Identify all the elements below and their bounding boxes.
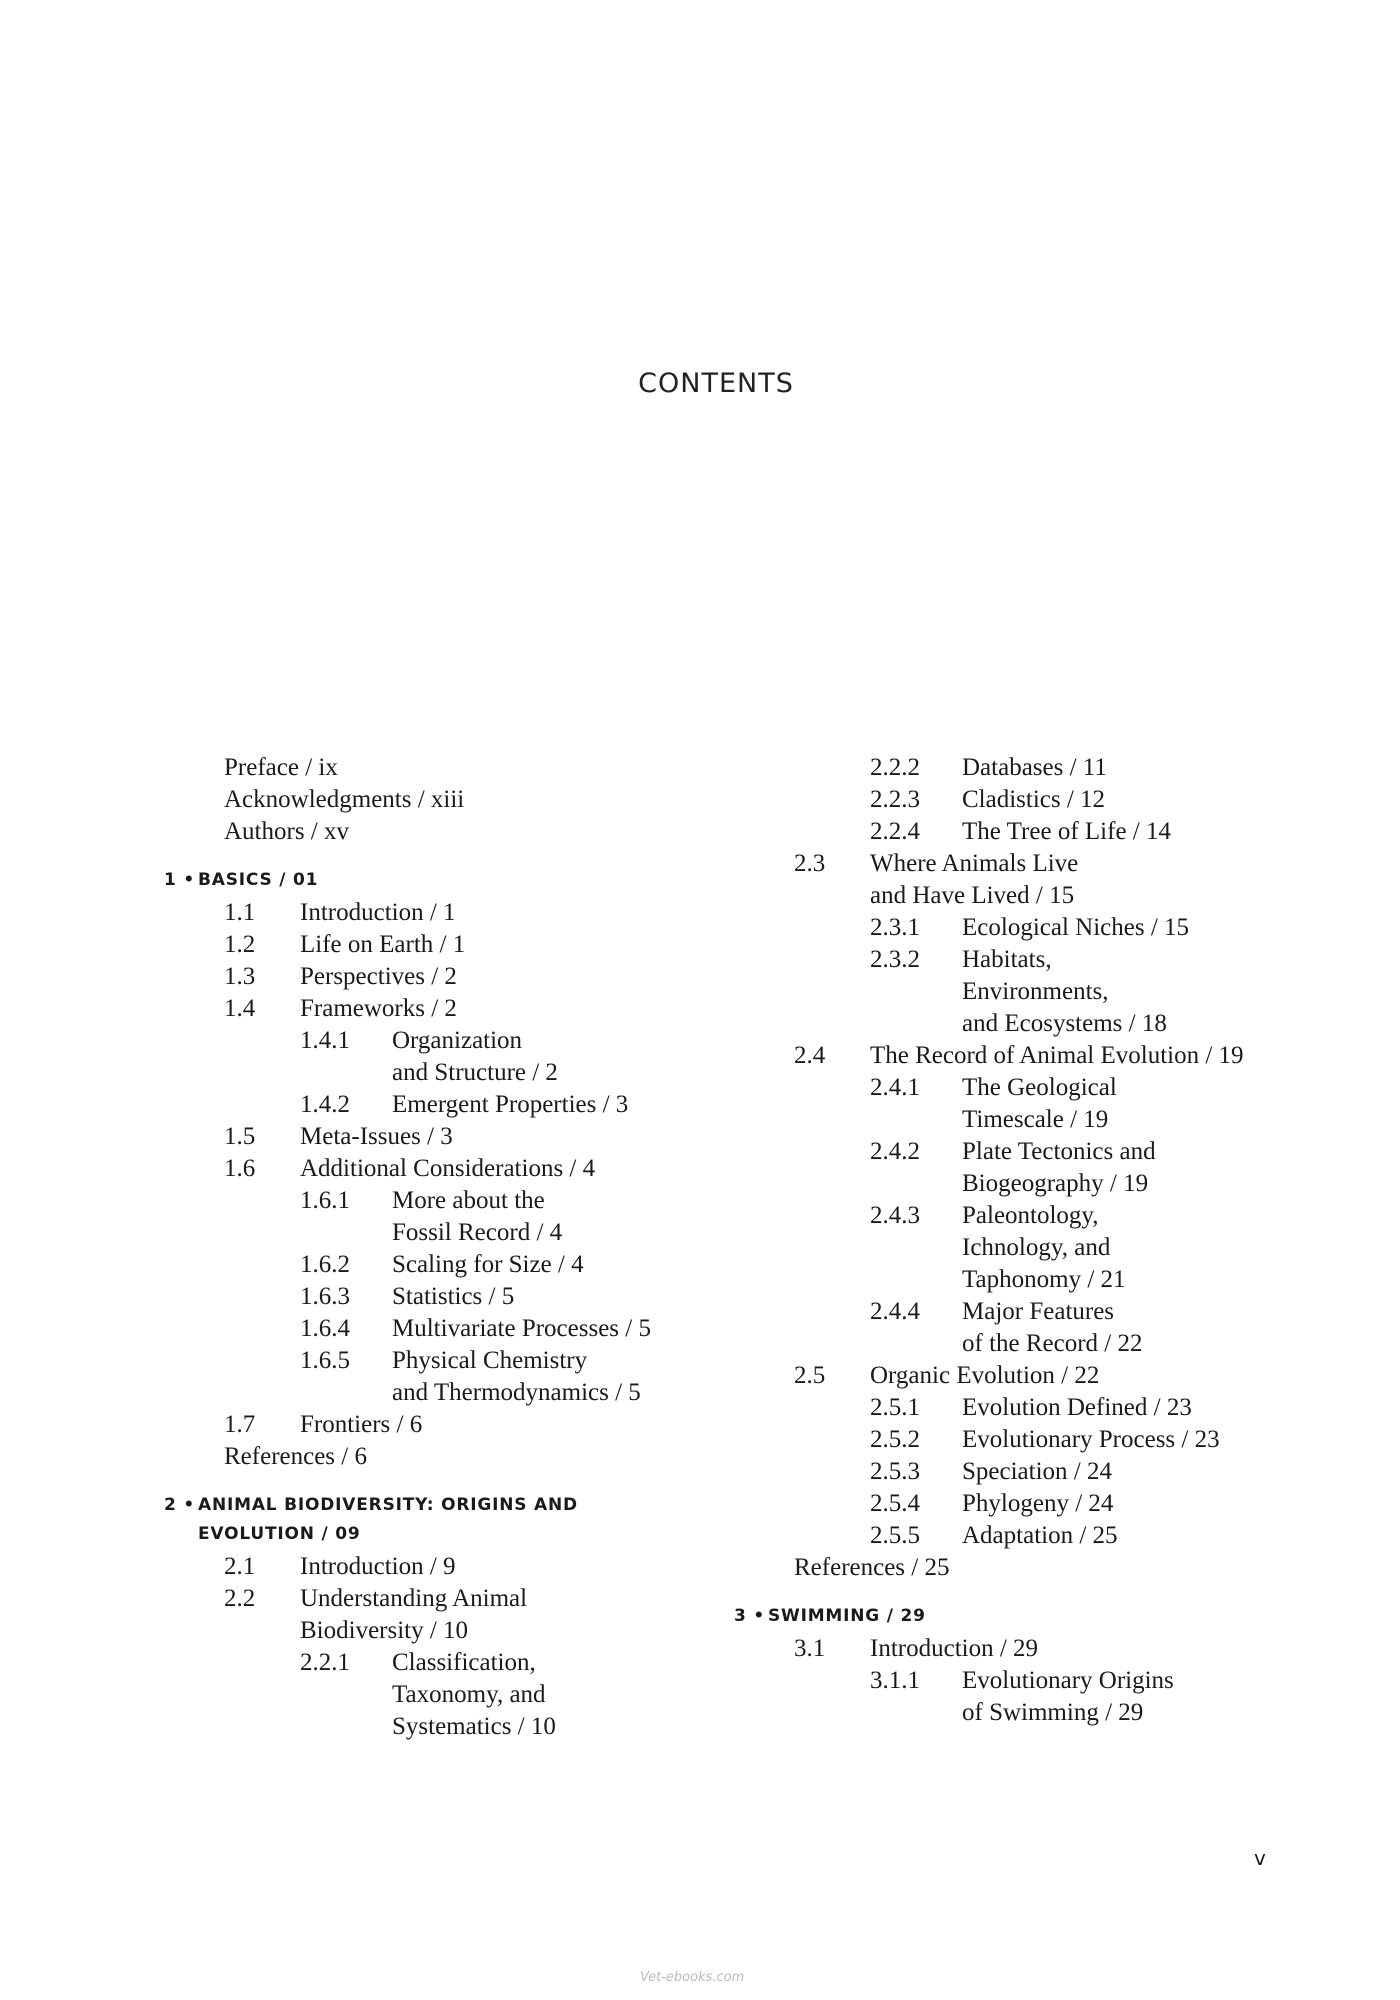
entry-title: Life on Earth / 1 [300,931,466,958]
section-number: 2.1 [224,1553,256,1580]
section-number: 1.3 [224,963,256,990]
entry-title: Ichnology, and [962,1234,1111,1261]
entry-title: of the Record / 22 [962,1330,1143,1357]
entry-title: Cladistics / 12 [962,786,1106,813]
toc-front-matter-entry [150,752,710,784]
entry-title: More about the [392,1187,545,1214]
toc-subsection-entry [720,752,1280,784]
entry-title: Evolutionary Origins [962,1667,1174,1694]
subsection-number: 1.6.1 [300,1187,350,1214]
entry-title: Additional Considerations / 4 [300,1155,596,1182]
entry-title: Meta-Issues / 3 [300,1123,453,1150]
entry-title: Perspectives / 2 [300,963,457,990]
toc-subsection-entry [720,1520,1280,1552]
toc-subsection-entry [720,784,1280,816]
toc-subsection-entry [720,1296,1280,1328]
section-number: 1.5 [224,1123,256,1150]
toc-subsection-entry [720,1392,1280,1424]
toc-section-entry [720,1040,1280,1072]
toc-subsection-entry [720,1200,1280,1232]
entry-title: Taxonomy, and [392,1681,546,1708]
toc-subsection-entry [720,1104,1280,1136]
toc-section-entry [150,897,710,929]
entry-title: Introduction / 9 [300,1553,456,1580]
subsection-number: 2.5.4 [870,1490,920,1517]
toc-section-entry [720,1360,1280,1392]
entry-title: Classification, [392,1649,536,1676]
chapter-number: 1 • [164,870,196,890]
toc-subsection-entry [720,1264,1280,1296]
entry-title: Physical Chemistry [392,1347,588,1374]
toc-subsection-entry [720,1488,1280,1520]
toc-chapter-heading [150,868,710,893]
page-title: CONTENTS [638,368,794,399]
toc-subsection-entry [720,1168,1280,1200]
subsection-number: 2.4.1 [870,1074,920,1101]
subsection-number: 1.6.3 [300,1283,350,1310]
entry-title: Introduction / 1 [300,899,456,926]
subsection-number: 1.4.1 [300,1027,350,1054]
entry-title: Environments, [962,978,1109,1005]
entry-title: Multivariate Processes / 5 [392,1315,651,1342]
subsection-number: 3.1.1 [870,1667,920,1694]
entry-title: Major Features [962,1298,1115,1325]
entry-title: Taphonomy / 21 [962,1266,1126,1293]
toc-front-matter-entry [150,816,710,848]
section-number: 1.4 [224,995,256,1022]
entry-title: Frameworks / 2 [300,995,457,1022]
toc-subsection-entry [150,1281,710,1313]
entry-title: Preface / ix [224,754,338,781]
subsection-number: 2.2.4 [870,818,920,845]
subsection-number: 2.4.2 [870,1138,920,1165]
watermark: Vet-ebooks.com [640,1970,745,1985]
toc-subsection-entry [720,1072,1280,1104]
toc-section-entry [150,1551,710,1583]
entry-title: Databases / 11 [962,754,1107,781]
entry-title: Systematics / 10 [392,1713,556,1740]
section-number: 1.2 [224,931,256,958]
entry-title: References / 25 [794,1554,950,1581]
entry-title: and Ecosystems / 18 [962,1010,1167,1037]
section-number: 1.6 [224,1155,256,1182]
subsection-number: 2.2.3 [870,786,920,813]
entry-title: The Tree of Life / 14 [962,818,1171,845]
toc-subsection-entry [720,816,1280,848]
entry-title: Timescale / 19 [962,1106,1109,1133]
subsection-number: 1.6.5 [300,1347,350,1374]
entry-title: Organic Evolution / 22 [870,1362,1100,1389]
toc-section-entry [150,961,710,993]
subsection-number: 1.6.4 [300,1315,350,1342]
entry-title: Biogeography / 19 [962,1170,1149,1197]
entry-title: Acknowledgments / xiii [224,786,465,813]
entry-title: BASICS / 01 [198,870,319,890]
section-number: 1.7 [224,1411,256,1438]
entry-title: Understanding Animal [300,1585,528,1612]
page-number: v [1254,1846,1266,1870]
subsection-number: 2.3.1 [870,914,920,941]
toc-subsection-entry [720,1424,1280,1456]
toc-subsection-entry [150,1025,710,1057]
toc-chapter-heading [720,1604,1280,1629]
entry-title: and Structure / 2 [392,1059,558,1086]
toc-right-column [720,752,1280,1729]
chapter-number: 2 • [164,1495,196,1515]
toc-subsection-entry [150,1711,710,1743]
toc-section-entry [150,929,710,961]
subsection-number: 2.2.2 [870,754,920,781]
entry-title: Emergent Properties / 3 [392,1091,629,1118]
toc-subsection-entry [720,976,1280,1008]
entry-title: Organization [392,1027,523,1054]
section-number: 2.3 [794,850,826,877]
toc-section-entry [150,1153,710,1185]
entry-title: EVOLUTION / 09 [198,1524,361,1544]
toc-subsection-entry [720,1456,1280,1488]
toc-section-entry [720,880,1280,912]
entry-title: The Record of Animal Evolution / 19 [870,1042,1244,1069]
subsection-number: 2.5.3 [870,1458,920,1485]
toc-subsection-entry [720,1328,1280,1360]
entry-title: Biodiversity / 10 [300,1617,469,1644]
entry-title: Scaling for Size / 4 [392,1251,584,1278]
entry-title: Adaptation / 25 [962,1522,1118,1549]
toc-section-entry [150,1615,710,1647]
section-number: 2.2 [224,1585,256,1612]
entry-title: and Have Lived / 15 [870,882,1075,909]
entry-title: Habitats, [962,946,1052,973]
entry-title: SWIMMING / 29 [768,1606,926,1626]
subsection-number: 2.4.4 [870,1298,920,1325]
subsection-number: 2.3.2 [870,946,920,973]
toc-section-entry [150,1121,710,1153]
entry-title: Introduction / 29 [870,1635,1039,1662]
section-number: 1.1 [224,899,256,926]
toc-subsection-entry [150,1057,710,1089]
entry-title: Plate Tectonics and [962,1138,1156,1165]
toc-subsection-entry [150,1185,710,1217]
toc-subsection-entry [150,1249,710,1281]
entry-title: Ecological Niches / 15 [962,914,1190,941]
entry-title: Fossil Record / 4 [392,1219,563,1246]
toc-subsection-entry [720,944,1280,976]
chapter-number: 3 • [734,1606,766,1626]
entry-title: Paleontology, [962,1202,1099,1229]
entry-title: Frontiers / 6 [300,1411,423,1438]
toc-subsection-entry [150,1089,710,1121]
entry-title: Where Animals Live [870,850,1079,877]
toc-subsection-entry [720,1136,1280,1168]
entry-title: The Geological [962,1074,1117,1101]
toc-section-entry [720,1633,1280,1665]
toc-subsection-entry [150,1679,710,1711]
toc-subsection-entry [150,1313,710,1345]
toc-section-entry [720,848,1280,880]
toc-subsection-entry [150,1217,710,1249]
toc-section-entry [150,1409,710,1441]
toc-subsection-entry [720,912,1280,944]
toc-section-entry [150,993,710,1025]
subsection-number: 2.5.1 [870,1394,920,1421]
entry-title: Speciation / 24 [962,1458,1112,1485]
toc-subsection-entry [150,1647,710,1679]
toc-subsection-entry [150,1345,710,1377]
toc-references-entry [150,1441,710,1473]
subsection-number: 1.4.2 [300,1091,350,1118]
toc-subsection-entry [720,1232,1280,1264]
toc-front-matter-entry [150,784,710,816]
section-number: 2.4 [794,1042,826,1069]
entry-title: References / 6 [224,1443,367,1470]
subsection-number: 1.6.2 [300,1251,350,1278]
toc-section-entry [150,1583,710,1615]
entry-title: Statistics / 5 [392,1283,515,1310]
toc-subsection-entry [720,1665,1280,1697]
subsection-number: 2.5.5 [870,1522,920,1549]
entry-title: Evolutionary Process / 23 [962,1426,1220,1453]
toc-left-column [150,752,710,1743]
entry-title: Phylogeny / 24 [962,1490,1114,1517]
subsection-number: 2.2.1 [300,1649,350,1676]
section-number: 3.1 [794,1635,826,1662]
entry-title: Authors / xv [224,818,349,845]
section-number: 2.5 [794,1362,826,1389]
toc-chapter-heading [150,1522,710,1547]
entry-title: ANIMAL BIODIVERSITY: ORIGINS AND [198,1495,578,1515]
toc-chapter-heading [150,1493,710,1518]
subsection-number: 2.4.3 [870,1202,920,1229]
toc-subsection-entry [720,1008,1280,1040]
entry-title: of Swimming / 29 [962,1699,1144,1726]
toc-subsection-entry [720,1697,1280,1729]
entry-title: Evolution Defined / 23 [962,1394,1192,1421]
subsection-number: 2.5.2 [870,1426,920,1453]
entry-title: and Thermodynamics / 5 [392,1379,641,1406]
toc-references-entry [720,1552,1280,1584]
toc-subsection-entry [150,1377,710,1409]
